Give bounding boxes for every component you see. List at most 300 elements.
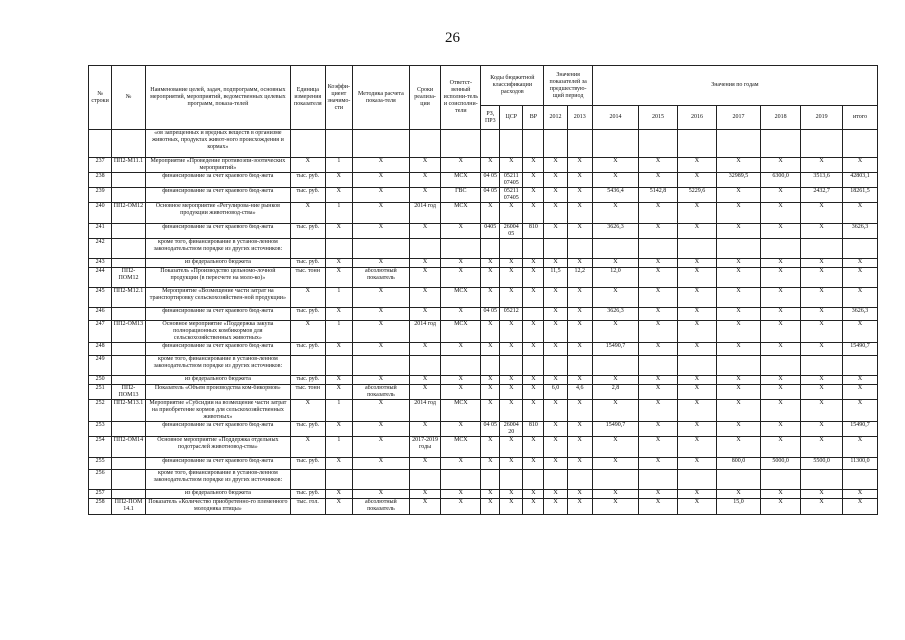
row-2013: X bbox=[567, 224, 592, 239]
row-vr: X bbox=[523, 490, 544, 499]
row-2016: X bbox=[678, 499, 717, 515]
row-vr bbox=[523, 470, 544, 490]
row-2015 bbox=[639, 470, 678, 490]
row-method: абсолютный показатель bbox=[353, 385, 410, 400]
row-2019: X bbox=[801, 400, 843, 422]
row-name: финансирование за счет краевого бюд-жета bbox=[145, 173, 290, 188]
row-responsible bbox=[441, 356, 481, 376]
row-csr: X bbox=[500, 288, 523, 308]
col-2012: 2012 bbox=[544, 106, 567, 130]
row-method bbox=[353, 239, 410, 259]
row-2019: X bbox=[801, 203, 843, 224]
row-2012 bbox=[544, 356, 567, 376]
row-coefficient: X bbox=[325, 385, 352, 400]
row-2012: X bbox=[544, 499, 567, 515]
row-rz: X bbox=[481, 343, 500, 356]
row-csr: X bbox=[500, 490, 523, 499]
row-2018: X bbox=[761, 158, 801, 173]
row-method: X bbox=[353, 376, 410, 385]
row-2015 bbox=[639, 239, 678, 259]
row-2014: 5436,4 bbox=[592, 188, 638, 203]
table-row bbox=[89, 321, 878, 343]
row-rz: 04 05 bbox=[481, 173, 500, 188]
col-csr: ЦСР bbox=[500, 106, 523, 130]
row-responsible: МСХ bbox=[441, 321, 481, 343]
row-2015: X bbox=[639, 308, 678, 321]
row-2019: X bbox=[801, 268, 843, 288]
row-rz: X bbox=[481, 376, 500, 385]
row-total: X bbox=[843, 259, 878, 268]
row-2014: X bbox=[592, 203, 638, 224]
row-unit: X bbox=[290, 437, 325, 458]
row-total: 18261,5 bbox=[843, 188, 878, 203]
row-csr: X bbox=[500, 259, 523, 268]
row-2012: X bbox=[544, 259, 567, 268]
row-method: X bbox=[353, 458, 410, 470]
row-vr: X bbox=[523, 158, 544, 173]
row-unit bbox=[290, 356, 325, 376]
row-2014: 3626,3 bbox=[592, 224, 638, 239]
row-total: X bbox=[843, 400, 878, 422]
row-2017: X bbox=[716, 288, 760, 308]
row-number: 245 bbox=[89, 288, 112, 308]
row-2019: X bbox=[801, 422, 843, 437]
row-code bbox=[112, 259, 146, 268]
row-coefficient: 1 bbox=[325, 400, 352, 422]
row-responsible bbox=[441, 470, 481, 490]
row-coefficient: X bbox=[325, 268, 352, 288]
row-rz: X bbox=[481, 203, 500, 224]
row-2019: X bbox=[801, 308, 843, 321]
row-vr bbox=[523, 356, 544, 376]
row-2018: X bbox=[761, 343, 801, 356]
row-2013: X bbox=[567, 203, 592, 224]
row-number: 241 bbox=[89, 224, 112, 239]
row-code: ПП2-ОМ12 bbox=[112, 203, 146, 224]
row-coefficient: X bbox=[325, 376, 352, 385]
row-unit: тыс. руб. bbox=[290, 343, 325, 356]
row-csr: 05211 07405 bbox=[500, 188, 523, 203]
row-coefficient bbox=[325, 130, 352, 158]
table-row bbox=[89, 308, 878, 321]
row-csr: 05212 bbox=[500, 308, 523, 321]
row-rz: X bbox=[481, 259, 500, 268]
row-2015 bbox=[639, 130, 678, 158]
row-2013: X bbox=[567, 173, 592, 188]
row-number: 246 bbox=[89, 308, 112, 321]
table-row bbox=[89, 259, 878, 268]
row-coefficient: X bbox=[325, 224, 352, 239]
row-2017: X bbox=[716, 376, 760, 385]
row-2014: X bbox=[592, 173, 638, 188]
row-total: X bbox=[843, 288, 878, 308]
row-rz: 04 05 bbox=[481, 422, 500, 437]
row-2017: X bbox=[716, 385, 760, 400]
col-2017: 2017 bbox=[716, 106, 760, 130]
row-code bbox=[112, 188, 146, 203]
row-2014: X bbox=[592, 437, 638, 458]
row-unit bbox=[290, 239, 325, 259]
row-2015: X bbox=[639, 400, 678, 422]
row-2014: X bbox=[592, 376, 638, 385]
page-number: 26 bbox=[445, 30, 460, 46]
table-row bbox=[89, 385, 878, 400]
row-rz: 04 05 bbox=[481, 308, 500, 321]
row-2012: X bbox=[544, 422, 567, 437]
row-responsible: X bbox=[441, 259, 481, 268]
row-2019: X bbox=[801, 158, 843, 173]
row-number: 239 bbox=[89, 188, 112, 203]
row-2012 bbox=[544, 130, 567, 158]
row-term: X bbox=[409, 422, 441, 437]
row-2012: X bbox=[544, 203, 567, 224]
row-term: X bbox=[409, 288, 441, 308]
row-name: кроме того, финансирование в установ-ленном законодательством порядке из других источников: bbox=[145, 356, 290, 376]
row-coefficient bbox=[325, 356, 352, 376]
row-unit: X bbox=[290, 158, 325, 173]
row-rz: X bbox=[481, 321, 500, 343]
table-row bbox=[89, 188, 878, 203]
row-2014: 15490,7 bbox=[592, 422, 638, 437]
row-term bbox=[409, 130, 441, 158]
row-number: 238 bbox=[89, 173, 112, 188]
row-2013: 4,6 bbox=[567, 385, 592, 400]
row-coefficient bbox=[325, 470, 352, 490]
table-row bbox=[89, 173, 878, 188]
row-2019: X bbox=[801, 499, 843, 515]
row-total bbox=[843, 470, 878, 490]
row-csr: X bbox=[500, 400, 523, 422]
row-2017 bbox=[716, 470, 760, 490]
row-unit: тыс. руб. bbox=[290, 422, 325, 437]
row-2016: X bbox=[678, 400, 717, 422]
table-row bbox=[89, 490, 878, 499]
row-2016: X bbox=[678, 490, 717, 499]
row-2018: X bbox=[761, 321, 801, 343]
row-number: 248 bbox=[89, 343, 112, 356]
row-code: ПП2-ОМ14 bbox=[112, 437, 146, 458]
row-term bbox=[409, 356, 441, 376]
row-2014: X bbox=[592, 321, 638, 343]
row-2016: X bbox=[678, 308, 717, 321]
row-2012: X bbox=[544, 400, 567, 422]
row-term: X bbox=[409, 188, 441, 203]
row-2016: X bbox=[678, 158, 717, 173]
row-2016 bbox=[678, 239, 717, 259]
row-2012: X bbox=[544, 288, 567, 308]
row-name: кроме того, финансирование в установ-ленном законодательством порядке из других источников: bbox=[145, 239, 290, 259]
row-term: X bbox=[409, 385, 441, 400]
row-2015: X bbox=[639, 499, 678, 515]
row-csr bbox=[500, 239, 523, 259]
row-term: X bbox=[409, 376, 441, 385]
row-method: X bbox=[353, 259, 410, 268]
row-csr: X bbox=[500, 203, 523, 224]
row-number bbox=[89, 130, 112, 158]
row-term: X bbox=[409, 173, 441, 188]
row-rz: X bbox=[481, 499, 500, 515]
row-number: 253 bbox=[89, 422, 112, 437]
row-2012: X bbox=[544, 173, 567, 188]
row-vr: X bbox=[523, 343, 544, 356]
row-method: X bbox=[353, 490, 410, 499]
row-2013: X bbox=[567, 259, 592, 268]
row-2016: X bbox=[678, 259, 717, 268]
row-2015: X bbox=[639, 173, 678, 188]
col-responsible: Ответст-венный исполни-тель и соисполни-тели bbox=[441, 66, 481, 130]
row-2013: X bbox=[567, 422, 592, 437]
row-unit: тыс. руб. bbox=[290, 188, 325, 203]
row-method: X bbox=[353, 343, 410, 356]
row-coefficient: 1 bbox=[325, 203, 352, 224]
row-2018: X bbox=[761, 400, 801, 422]
row-total: 15490,7 bbox=[843, 343, 878, 356]
row-2013 bbox=[567, 239, 592, 259]
row-2018 bbox=[761, 356, 801, 376]
row-responsible: X bbox=[441, 376, 481, 385]
row-method: X bbox=[353, 437, 410, 458]
row-term: X bbox=[409, 343, 441, 356]
row-name: из федерального бюджета bbox=[145, 376, 290, 385]
table-body bbox=[89, 130, 878, 515]
table-row bbox=[89, 130, 878, 158]
row-2013 bbox=[567, 130, 592, 158]
row-responsible: МСХ bbox=[441, 203, 481, 224]
row-2015: X bbox=[639, 259, 678, 268]
row-name: Мероприятие «Возмещение части затрат на транспортировку сельскохозяйствен-ной продукции» bbox=[145, 288, 290, 308]
row-unit: тыс. руб. bbox=[290, 308, 325, 321]
row-2017: X bbox=[716, 343, 760, 356]
row-csr: X bbox=[500, 376, 523, 385]
row-2015: 5142,8 bbox=[639, 188, 678, 203]
row-unit: тыс. руб. bbox=[290, 224, 325, 239]
row-2014: X bbox=[592, 158, 638, 173]
row-2012: X bbox=[544, 376, 567, 385]
row-term bbox=[409, 470, 441, 490]
row-2015 bbox=[639, 356, 678, 376]
table-row bbox=[89, 422, 878, 437]
row-term: X bbox=[409, 490, 441, 499]
row-2019: X bbox=[801, 224, 843, 239]
row-csr bbox=[500, 470, 523, 490]
row-rz: 04 05 bbox=[481, 188, 500, 203]
row-2016: X bbox=[678, 224, 717, 239]
row-2018: X bbox=[761, 499, 801, 515]
col-total: итого bbox=[843, 106, 878, 130]
row-unit: тыс. тонн bbox=[290, 268, 325, 288]
table-row bbox=[89, 224, 878, 239]
row-coefficient: X bbox=[325, 499, 352, 515]
row-2016: X bbox=[678, 321, 717, 343]
row-coefficient: X bbox=[325, 188, 352, 203]
row-number: 255 bbox=[89, 458, 112, 470]
row-code bbox=[112, 173, 146, 188]
col-2015: 2015 bbox=[639, 106, 678, 130]
row-rz: 0405 bbox=[481, 224, 500, 239]
row-rz bbox=[481, 239, 500, 259]
row-code: ПП2-М13.1 bbox=[112, 400, 146, 422]
row-2015: X bbox=[639, 422, 678, 437]
row-coefficient: X bbox=[325, 343, 352, 356]
row-responsible: МСХ bbox=[441, 437, 481, 458]
row-2017 bbox=[716, 130, 760, 158]
row-method: абсолютный показатель bbox=[353, 268, 410, 288]
col-number: № bbox=[112, 66, 146, 130]
row-number: 247 bbox=[89, 321, 112, 343]
row-2013: X bbox=[567, 499, 592, 515]
row-2012: 6,0 bbox=[544, 385, 567, 400]
row-responsible: X bbox=[441, 343, 481, 356]
row-vr: X bbox=[523, 437, 544, 458]
row-method: X bbox=[353, 321, 410, 343]
row-2016: X bbox=[678, 173, 717, 188]
row-number: 242 bbox=[89, 239, 112, 259]
row-rz: X bbox=[481, 158, 500, 173]
row-2018: X bbox=[761, 203, 801, 224]
row-name: финансирование за счет краевого бюд-жета bbox=[145, 224, 290, 239]
row-vr: X bbox=[523, 376, 544, 385]
row-term: 2014 год bbox=[409, 321, 441, 343]
row-2013: X bbox=[567, 376, 592, 385]
col-coefficient: Коэффи-циент значимо-сти bbox=[325, 66, 352, 130]
row-2018: X bbox=[761, 437, 801, 458]
row-total: X bbox=[843, 158, 878, 173]
row-name: кроме того, финансирование в установ-ленном законодательством порядке из других источников: bbox=[145, 470, 290, 490]
table-row bbox=[89, 239, 878, 259]
row-responsible: X bbox=[441, 158, 481, 173]
row-2018: 6300,0 bbox=[761, 173, 801, 188]
row-2014 bbox=[592, 356, 638, 376]
row-2012: X bbox=[544, 188, 567, 203]
row-rz: X bbox=[481, 437, 500, 458]
row-code: ПП2-М11.1 bbox=[112, 158, 146, 173]
program-indicators-table bbox=[88, 65, 878, 515]
row-2017 bbox=[716, 356, 760, 376]
row-unit: тыс. руб. bbox=[290, 259, 325, 268]
row-2012: X bbox=[544, 458, 567, 470]
row-vr: X bbox=[523, 400, 544, 422]
row-vr: X bbox=[523, 173, 544, 188]
row-method: X bbox=[353, 224, 410, 239]
row-2016: X bbox=[678, 422, 717, 437]
row-unit: тыс. руб. bbox=[290, 490, 325, 499]
row-total bbox=[843, 356, 878, 376]
row-number: 258 bbox=[89, 499, 112, 515]
row-responsible: X bbox=[441, 268, 481, 288]
row-code bbox=[112, 376, 146, 385]
row-2016: X bbox=[678, 437, 717, 458]
row-number: 251 bbox=[89, 385, 112, 400]
table-row bbox=[89, 203, 878, 224]
row-code bbox=[112, 308, 146, 321]
row-responsible: ГВС bbox=[441, 188, 481, 203]
row-responsible: МСХ bbox=[441, 288, 481, 308]
row-method: X bbox=[353, 173, 410, 188]
row-responsible: МСХ bbox=[441, 173, 481, 188]
col-row-number: № строки bbox=[89, 66, 112, 130]
row-2018: X bbox=[761, 288, 801, 308]
col-2013: 2013 bbox=[567, 106, 592, 130]
row-2018: X bbox=[761, 308, 801, 321]
row-name: Мероприятие «Субсидии на возмещение части затрат на приобретение кормов для сельскохозяйственных животных» bbox=[145, 400, 290, 422]
col-name: Наименование целей, задач, подпрограмм, основных мероприятий, мероприятий, ведомственных целевых программ, показа-телей bbox=[145, 66, 290, 130]
row-2013: X bbox=[567, 188, 592, 203]
row-term: 2014 год bbox=[409, 203, 441, 224]
row-total: X bbox=[843, 203, 878, 224]
row-2015: X bbox=[639, 458, 678, 470]
table-row bbox=[89, 288, 878, 308]
row-2019: X bbox=[801, 259, 843, 268]
col-vr: ВР bbox=[523, 106, 544, 130]
row-rz bbox=[481, 470, 500, 490]
row-2017: X bbox=[716, 268, 760, 288]
row-total: X bbox=[843, 437, 878, 458]
row-total: X bbox=[843, 490, 878, 499]
row-method bbox=[353, 470, 410, 490]
row-csr: 26004 20 bbox=[500, 422, 523, 437]
row-2013: X bbox=[567, 288, 592, 308]
row-csr bbox=[500, 130, 523, 158]
row-rz bbox=[481, 356, 500, 376]
row-name: из федерального бюджета bbox=[145, 490, 290, 499]
row-2015: X bbox=[639, 490, 678, 499]
row-2018: X bbox=[761, 188, 801, 203]
row-2019: 3513,6 bbox=[801, 173, 843, 188]
row-csr: X bbox=[500, 321, 523, 343]
row-vr bbox=[523, 130, 544, 158]
row-2014: 2,8 bbox=[592, 385, 638, 400]
row-2017: X bbox=[716, 422, 760, 437]
row-vr: X bbox=[523, 458, 544, 470]
row-2019 bbox=[801, 239, 843, 259]
row-total: X bbox=[843, 321, 878, 343]
row-2018: 5000,0 bbox=[761, 458, 801, 470]
row-term: X bbox=[409, 224, 441, 239]
row-unit bbox=[290, 470, 325, 490]
row-csr: X bbox=[500, 499, 523, 515]
row-name: Мероприятие «Проведение противоэпи-зоотических мероприятий» bbox=[145, 158, 290, 173]
row-code bbox=[112, 490, 146, 499]
row-2018: X bbox=[761, 259, 801, 268]
row-name: Показатель «Производство цельномо-лочной продукции (в пересчете на моло-ко)» bbox=[145, 268, 290, 288]
row-term: 2014 год bbox=[409, 400, 441, 422]
row-2017: 32989,5 bbox=[716, 173, 760, 188]
row-2015: X bbox=[639, 268, 678, 288]
row-term: X bbox=[409, 499, 441, 515]
row-2018 bbox=[761, 239, 801, 259]
row-number: 257 bbox=[89, 490, 112, 499]
row-vr: X bbox=[523, 188, 544, 203]
row-term: 2017-2019 годы bbox=[409, 437, 441, 458]
row-2019 bbox=[801, 470, 843, 490]
row-2019: X bbox=[801, 437, 843, 458]
row-vr: X bbox=[523, 203, 544, 224]
row-code bbox=[112, 356, 146, 376]
col-2018: 2018 bbox=[761, 106, 801, 130]
row-responsible: X bbox=[441, 224, 481, 239]
row-coefficient: X bbox=[325, 259, 352, 268]
row-vr: 810 bbox=[523, 224, 544, 239]
row-2015: X bbox=[639, 288, 678, 308]
row-method: X bbox=[353, 203, 410, 224]
row-code bbox=[112, 343, 146, 356]
row-responsible bbox=[441, 130, 481, 158]
row-method: X bbox=[353, 400, 410, 422]
row-2014: X bbox=[592, 259, 638, 268]
row-2018: X bbox=[761, 422, 801, 437]
row-2012: X bbox=[544, 158, 567, 173]
row-responsible: X bbox=[441, 385, 481, 400]
